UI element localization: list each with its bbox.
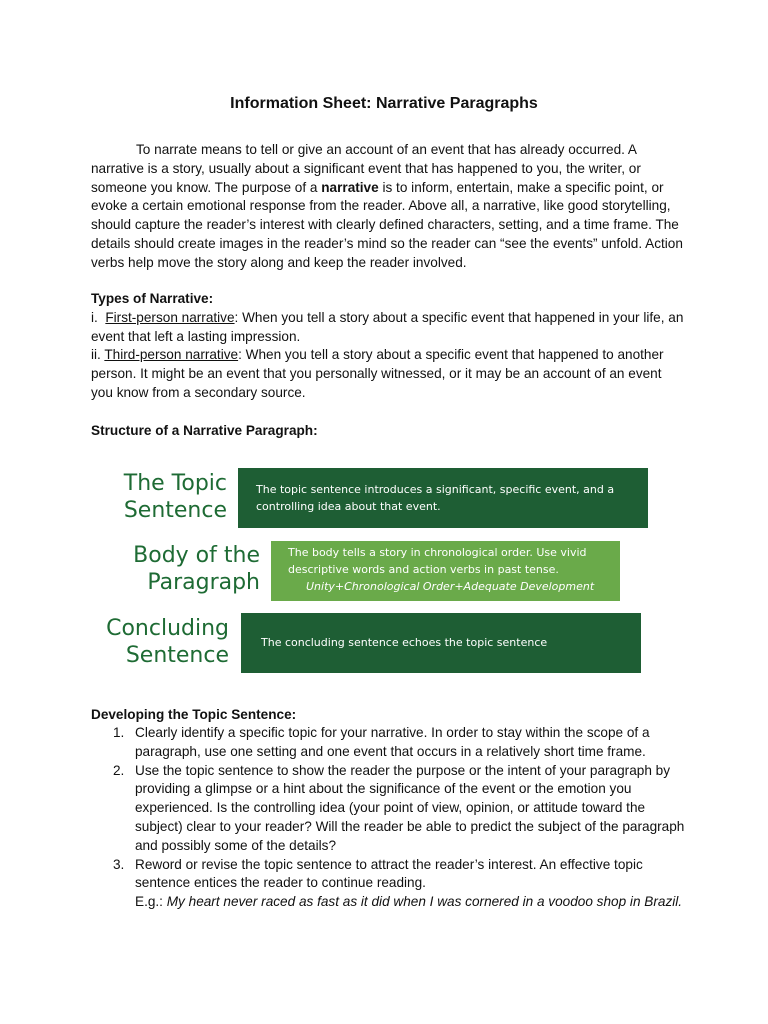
list-item [91,762,685,856]
body-paragraph-box [271,541,620,601]
label-line: Concluding [106,616,229,641]
label-line: Paragraph [147,570,260,595]
list-item [91,724,685,762]
label-line: Body of the [133,543,260,568]
intro-text-1: To narrate means to tell or give an account of an event that has already occurred. A narrative is a story, usually about a significant event that has happened to you, the writer, or someone you know. The purpose of a [91,142,641,195]
types-item-term: Third-person narrative [104,347,239,363]
box-text: The concluding sentence echoes the topic sentence [261,636,548,649]
topic-sentence-label [100,470,227,524]
box-italic-text: Unity+Chronological Order+Adequate Development [306,580,595,593]
label-line: The Topic [123,471,227,496]
structure-heading: Structure of a Narrative Paragraph: [91,423,318,438]
list-text: Reword or revise the topic sentence to attract the reader’s interest. An effective topic sentence entices the reader to continue reading. [135,856,643,891]
types-item-term: First-person narrative [105,309,235,325]
box-text: The topic sentence introduces a significant, specific event, and a controlling idea about that event. [256,483,615,513]
types-item-1 [91,309,685,347]
types-item-text: : When you tell a story about a specific event that happened in your life, an event that left a lasting impression. [91,309,684,344]
types-heading: Types of Narrative: [91,291,214,306]
example-text: My heart never raced as fast as it did when I was cornered in a voodoo shop in Brazil. [166,894,683,910]
example-prefix: E.g.: [135,894,167,910]
list-number: 3. [113,856,125,872]
concluding-sentence-label [90,615,229,669]
list-item [91,856,685,912]
intro-text-2: is to inform, entertain, make a specific point, or evoke a certain emotional response from the reader. Above all, a narrative, like good storytelling, should capture the reader’s interest with clearly defined characters, setting, and a time frame. The details should create images in the reader’s mind so the reader can “see the events” unfold. Action verbs help move the story along and keep the reader involved. [91,179,683,270]
intro-bold-word: narrative [321,179,379,195]
page-title: Information Sheet: Narrative Paragraphs [230,95,538,112]
developing-heading: Developing the Topic Sentence: [91,707,297,722]
topic-sentence-box [238,468,648,528]
types-item-2 [91,346,685,402]
types-item-prefix: ii. [91,347,105,363]
intro-paragraph [91,141,685,273]
label-line: Sentence [125,643,229,668]
label-line: Sentence [123,498,227,523]
types-section [91,290,685,403]
body-paragraph-label [100,542,260,596]
concluding-sentence-box [241,613,641,673]
box-text: The body tells a story in chronological order. Use vivid descriptive words and action verbs in past tense. [288,546,587,576]
types-item-text: : When you tell a story about a specific event that happened to another person. It might be an event that you personally witnessed, or it may be an account of an event you know from a secondary source. [91,347,664,400]
list-text: Use the topic sentence to show the reader the purpose or the intent of your paragraph by providing a glimpse or a hint about the significance of the event or the emotion you experienced. Is the controlling idea (your point of view, opinion, or attitude toward the subject) clear to your reader? Will the reader be able to predict the subject of the paragraph and possibly some of the details? [135,762,685,853]
list-number: 2. [113,762,125,778]
list-number: 1. [113,725,125,740]
types-item-prefix: i. [91,309,106,325]
developing-list [91,724,685,912]
list-text: Clearly identify a specific topic for your narrative. In order to stay within the scope of a paragraph, use one setting and one event that occurs in a relatively short time frame. [135,725,650,759]
